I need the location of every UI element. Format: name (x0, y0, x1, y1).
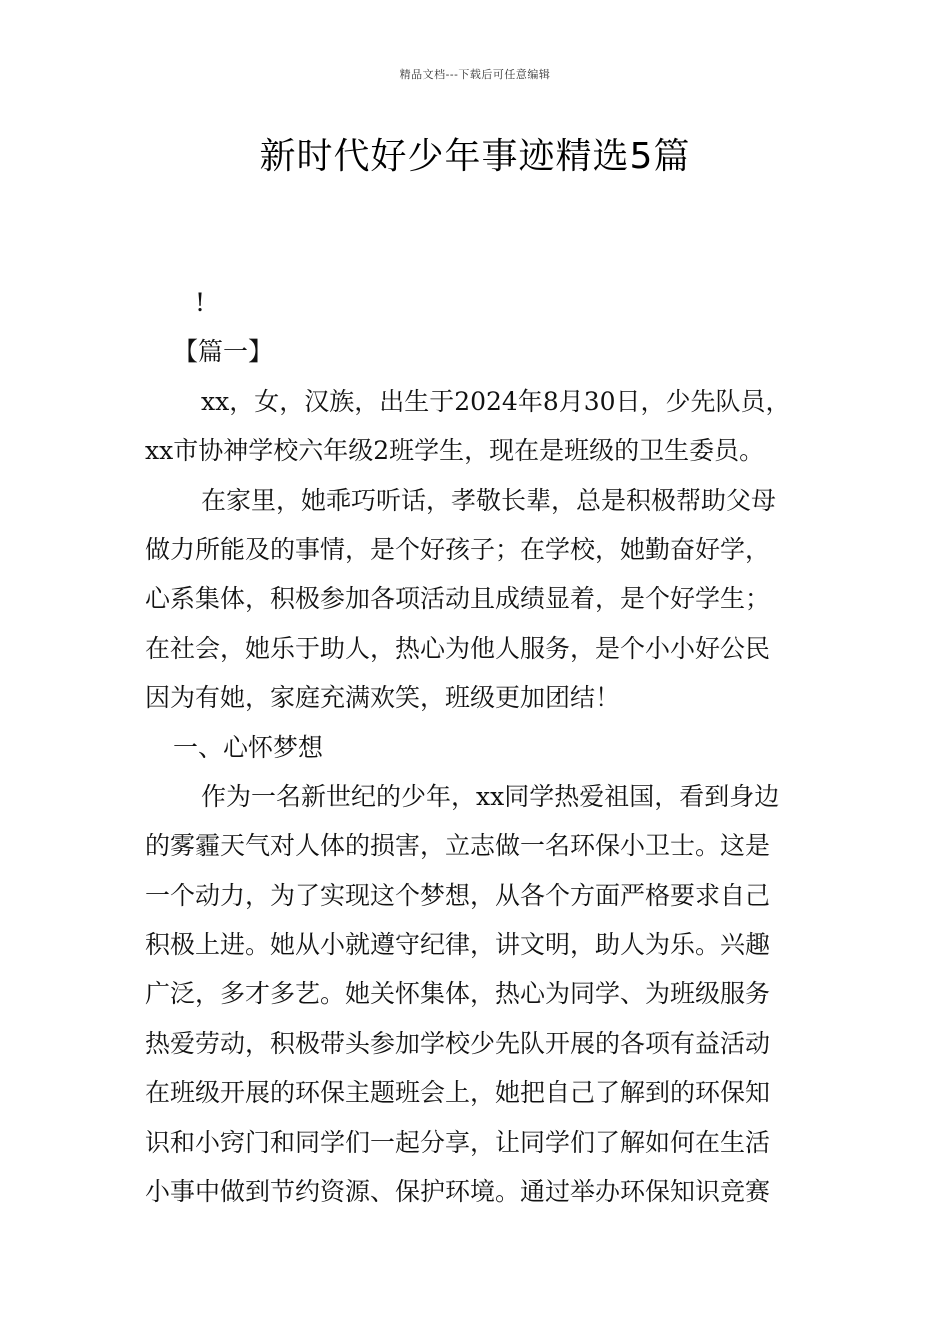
paragraph-line: 做力所能及的事情，是个好孩子；在学校，她勤奋好学， (145, 534, 771, 564)
header-note: 精品文档---下载后可任意编辑 (399, 68, 551, 81)
paragraph-line: 的雾霾天气对人体的损害，立志做一名环保小卫士。这是 (145, 831, 771, 861)
paragraph-line: 广泛，多才多艺。她关怀集体，热心为同学、为班级服务 (145, 979, 771, 1009)
paragraph-line: 在社会，她乐于助人，热心为他人服务，是个小小好公民 (145, 633, 771, 663)
document-body (145, 278, 810, 1216)
section-heading: 【篇一】 (173, 337, 274, 367)
document-title: 新时代好少年事迹精选5篇 (259, 136, 691, 177)
paragraph-line: 一个动力，为了实现这个梦想，从各个方面严格要求自己 (145, 880, 771, 910)
subsection-heading: 一、心怀梦想 (173, 732, 324, 762)
paragraph-line: 在家里，她乖巧听话，孝敬长辈，总是积极帮助父母 (201, 485, 777, 515)
paragraph-line: 小事中做到节约资源、保护环境。通过举办环保知识竞赛 (145, 1177, 771, 1207)
paragraph-line: 识和小窍门和同学们一起分享，让同学们了解如何在生活 (145, 1127, 771, 1157)
paragraph-line: 积极上进。她从小就遵守纪律，讲文明，助人为乐。兴趣 (145, 930, 771, 960)
paragraph-line: xx，女，汉族，出生于2024年8月30日，少先队员， (201, 386, 791, 416)
text-line: ! (195, 288, 206, 317)
paragraph-line: 热爱劳动，积极带头参加学校少先队开展的各项有益活动 (145, 1028, 771, 1058)
paragraph-line: xx市协神学校六年级2班学生，现在是班级的卫生委员。 (145, 436, 765, 466)
paragraph-line: 作为一名新世纪的少年，xx同学热爱祖国，看到身边 (201, 781, 780, 811)
paragraph-line: 因为有她，家庭充满欢笑，班级更加团结！ (145, 683, 621, 713)
paragraph-line: 心系集体，积极参加各项活动且成绩显着，是个好学生； (145, 584, 771, 614)
paragraph-line: 在班级开展的环保主题班会上，她把自己了解到的环保知 (145, 1078, 771, 1108)
